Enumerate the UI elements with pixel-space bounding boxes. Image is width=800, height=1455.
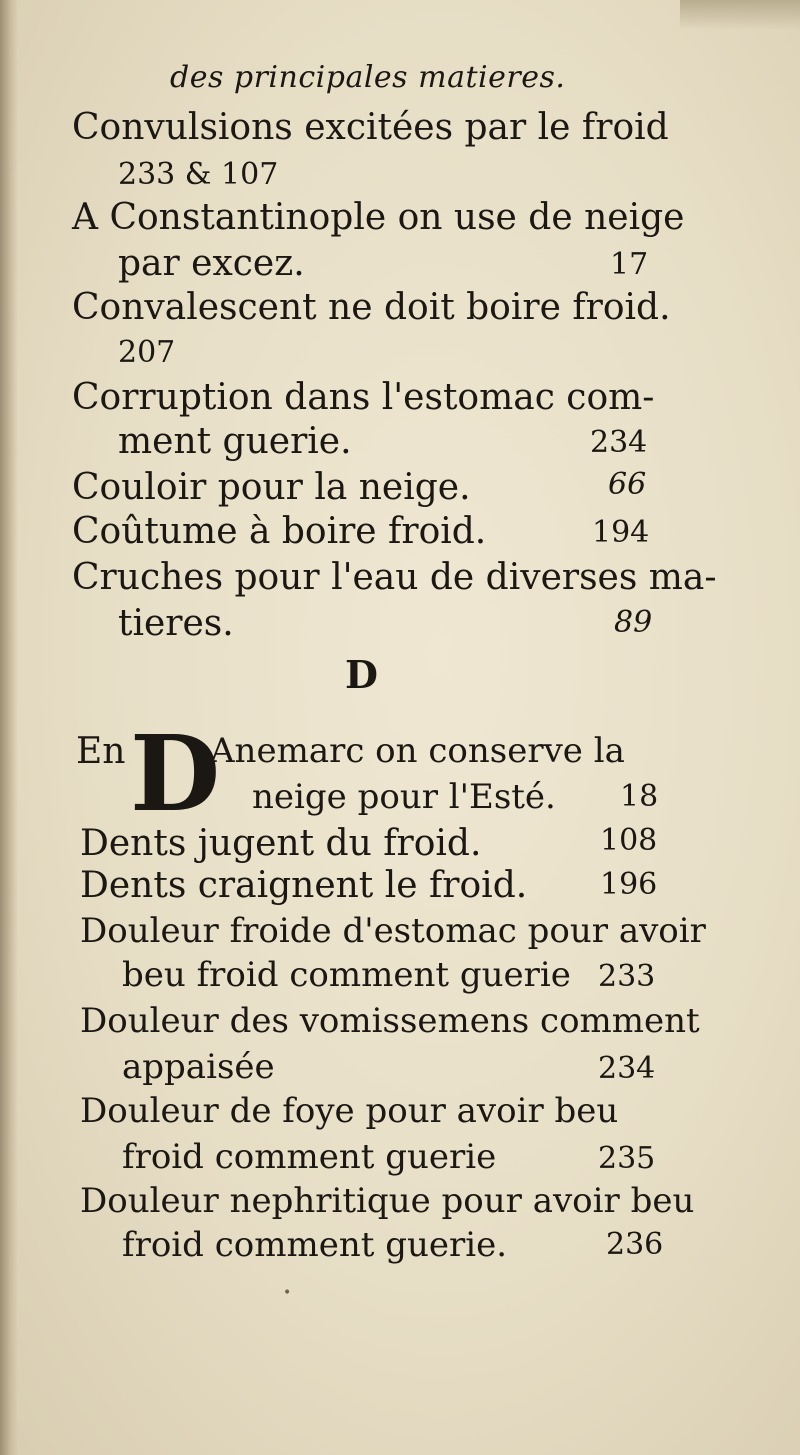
dropcap-letter: D <box>130 712 221 835</box>
entry-douleur-froide-page: 233 <box>598 959 656 994</box>
entry-convalescent: Convalescent ne doit boire froid. <box>72 287 671 328</box>
entry-constantinople-page: 17 <box>610 247 649 282</box>
ink-speck: • <box>283 1285 292 1301</box>
binding-gutter <box>0 0 18 1455</box>
entry-corruption-cont: ment guerie. <box>118 421 352 462</box>
entry-constantinople-cont: par excez. <box>118 243 305 284</box>
entry-douleur-froide: Douleur froide d'estomac pour avoir <box>80 911 706 951</box>
entry-danemarc-lead: En <box>76 731 126 772</box>
entry-coutume: Coûtume à boire froid. <box>72 511 487 552</box>
entry-convulsions: Convulsions excitées par le froid <box>72 107 669 148</box>
entry-corruption-page: 234 <box>590 425 648 460</box>
entry-danemarc: Anemarc on conserve la <box>210 731 625 771</box>
entry-couloir: Couloir pour la neige. <box>72 467 471 508</box>
entry-constantinople: A Constantinople on use de neige <box>72 197 685 238</box>
entry-convalescent-page: 207 <box>118 335 176 370</box>
entry-corruption: Corruption dans l'estomac com- <box>72 377 655 418</box>
entry-coutume-page: 194 <box>592 515 650 550</box>
entry-dents-craignent: Dents craignent le froid. <box>80 865 528 906</box>
entry-douleur-vomissemens: Douleur des vomissemens comment <box>80 1001 700 1041</box>
paper-stain <box>680 0 800 30</box>
entry-douleur-foye-page: 235 <box>598 1141 656 1176</box>
entry-danemarc-cont: neige pour l'Esté. <box>252 777 556 817</box>
entry-dents-jugent-page: 108 <box>600 823 658 858</box>
entry-douleur-nephritique: Douleur nephritique pour avoir beu <box>80 1181 695 1221</box>
section-letter: D <box>345 652 378 697</box>
entry-cruches-cont: tieres. <box>118 603 234 644</box>
entry-danemarc-page: 18 <box>620 779 659 814</box>
entry-douleur-froide-cont: beu froid comment guerie <box>122 955 571 995</box>
entry-douleur-foye: Douleur de foye pour avoir beu <box>80 1091 619 1131</box>
entry-cruches: Cruches pour l'eau de diverses ma- <box>72 557 717 598</box>
entry-convulsions-pages: 233 & 107 <box>118 157 279 192</box>
entry-douleur-vomissemens-page: 234 <box>598 1051 656 1086</box>
entry-douleur-foye-cont: froid comment guerie <box>122 1137 497 1177</box>
entry-dents-craignent-page: 196 <box>600 867 658 902</box>
entry-douleur-nephritique-page: 236 <box>606 1227 664 1262</box>
entry-couloir-page: 66 <box>608 467 647 502</box>
entry-douleur-vomissemens-cont: appaisée <box>122 1047 275 1087</box>
entry-cruches-page: 89 <box>614 605 653 640</box>
entry-dents-jugent: Dents jugent du froid. <box>80 823 482 864</box>
entry-douleur-nephritique-cont: froid comment guerie. <box>122 1225 508 1265</box>
running-head: des principales matieres. <box>170 60 566 95</box>
